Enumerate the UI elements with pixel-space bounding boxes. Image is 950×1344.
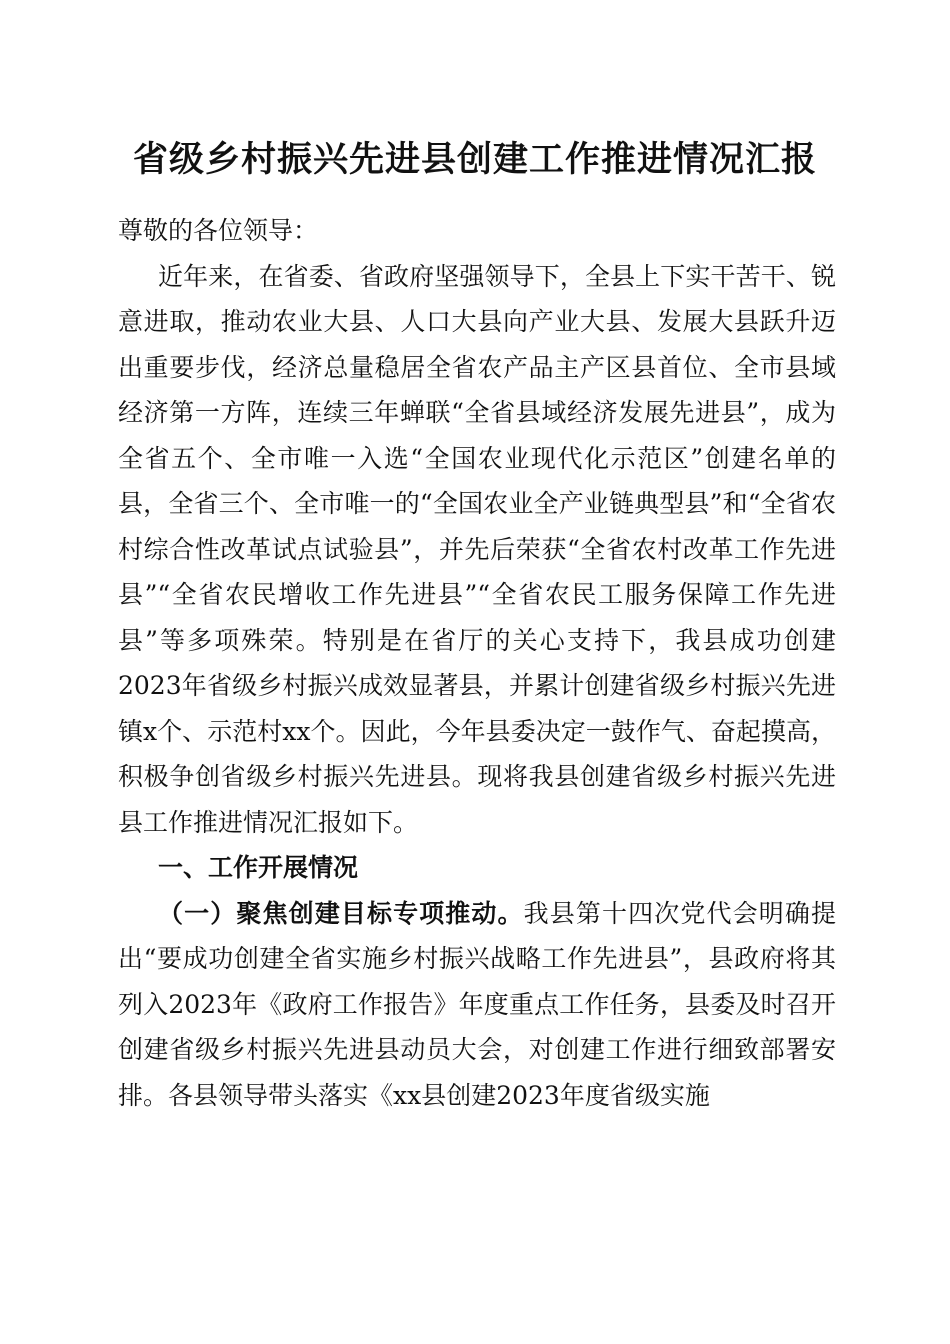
subsection-paragraph-1	[118, 891, 836, 1119]
document-body	[118, 208, 836, 1118]
subsection-lead-1: （一）聚焦创建目标专项推动。	[158, 898, 524, 928]
document-title: 省级乡村振兴先进县创建工作推进情况汇报	[132, 139, 817, 180]
section-heading-1: 一、工作开展情况	[158, 853, 359, 882]
salutation: 尊敬的各位领导：	[118, 216, 319, 245]
intro-paragraph: 近年来，在省委、省政府坚强领导下，全县上下实干苦干、锐意进取，推动农业大县、人口大县向产业大县、发展大县跃升迈出重要步伐，经济总量稳居全省农产品主产区县首位、全市县域经济第一方阵，连续三年蝉联“全省县域经济发展先进县”，成为全省五个、全市唯一入选“全国农业现代化示范区”创建名单的县，全省三个、全市唯一的“全国农业全产业链典型县”和“全省农村综合性改革试点试验县”，并先后荣获“全省农村改革工作先进县”“全省农民增收工作先进县”“全省农民工服务保障工作先进县”等多项殊荣。特别是在省厅的关心支持下，我县成功创建2023年省级乡村振兴成效显著县，并累计创建省级乡村振兴先进镇x个、示范村xx个。因此，今年县委决定一鼓作气、奋起摸高，积极争创省级乡村振兴先进县。现将我县创建省级乡村振兴先进县工作推进情况汇报如下。	[118, 261, 836, 837]
subsection-text-1: 我县第十四次党代会明确提出“要成功创建全省实施乡村振兴战略工作先进县”，县政府将其列入2023年《政府工作报告》年度重点工作任务，县委及时召开创建省级乡村振兴先进县动员大会，对创建工作进行细致部署安排。各县领导带头落实《xx县创建2023年度省级实施	[118, 898, 836, 1110]
